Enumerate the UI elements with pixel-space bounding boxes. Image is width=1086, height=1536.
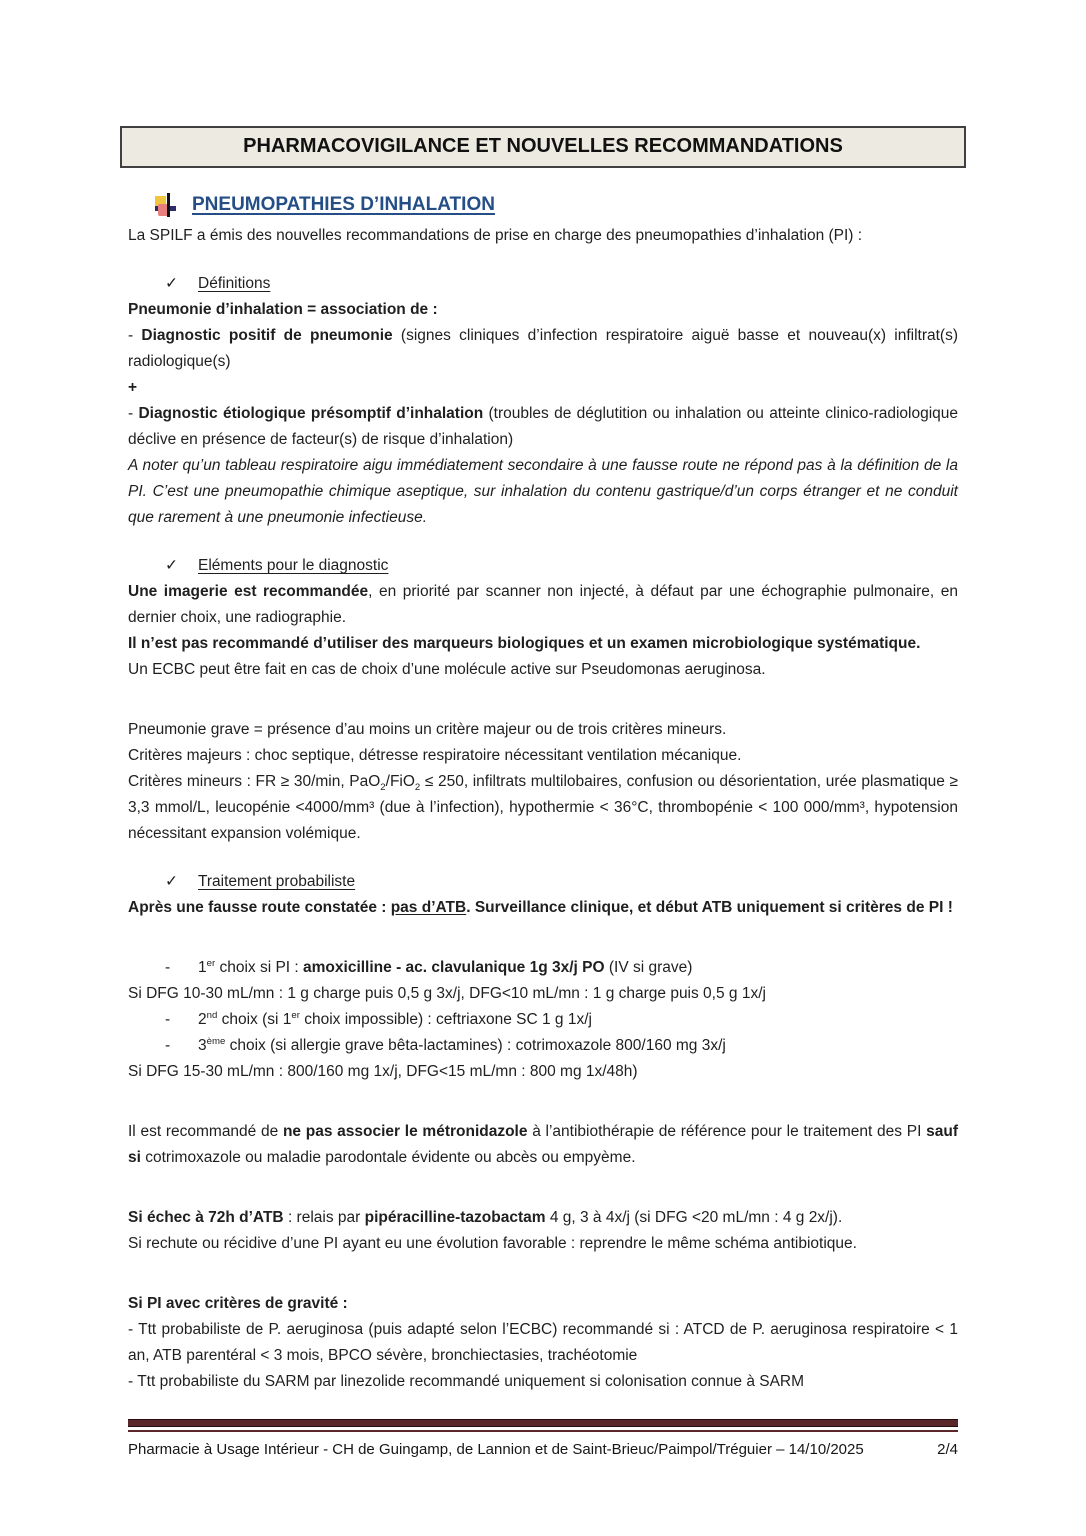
page-number: 2/4 xyxy=(937,1441,958,1458)
paragraph xyxy=(128,895,958,921)
list-item-text xyxy=(198,1007,958,1033)
text-run: Diagnostic positif de pneumonie xyxy=(141,327,393,344)
spacer xyxy=(128,921,958,955)
text-run: choix (si allergie grave bêta-lactamines) : cotrimoxazole 800/160 mg 3x/j xyxy=(225,1037,726,1054)
dash-bullet: - xyxy=(165,1011,171,1028)
subsection-heading xyxy=(128,869,958,895)
spacer xyxy=(128,1171,958,1205)
title-banner xyxy=(120,126,966,168)
text-run: (troubles de déglutition ou inhalation ou atteinte clinico-radiologique déclive en présence de facteur(s) de risque d’inhalation) xyxy=(128,405,958,448)
text-run: amoxicilline - ac. clavulanique 1g 3x/j PO xyxy=(303,959,605,976)
text-run: (IV si grave) xyxy=(604,959,693,976)
text-run: ≤ 250, infiltrats multilobaires, confusion ou désorientation, urée plasmatique ≥ 3,3 mmol/L, leucopénie <4000/mm³ (due à l’infection), hypothermie < 36°C, thrombopénie < 100 000/mm³, hypotension nécessitant expansion volémique. xyxy=(128,773,958,842)
text-run: er xyxy=(206,957,216,969)
paragraph xyxy=(128,1291,958,1317)
checkmark-icon: ✓ xyxy=(165,275,178,292)
spacer xyxy=(128,847,958,869)
text-run: 1 xyxy=(198,959,207,976)
paragraph xyxy=(128,1231,958,1257)
subsection-title: Traitement probabiliste xyxy=(198,873,356,890)
text-run: ème xyxy=(206,1035,226,1047)
paragraph xyxy=(128,1119,958,1171)
text-run: Si rechute ou récidive d’une PI ayant eu une évolution favorable : reprendre le même schéma antibiotique. xyxy=(128,1235,857,1252)
paragraph xyxy=(128,743,958,769)
subsection-title: Eléments pour le diagnostic xyxy=(198,557,389,574)
paragraph xyxy=(128,323,958,375)
text-run: pipéracilline-tazobactam xyxy=(364,1209,546,1226)
text-run: - xyxy=(128,405,139,422)
dash-bullet: - xyxy=(165,959,171,976)
text-run: - Ttt probabiliste de P. aeruginosa (puis adapté selon l’ECBC) recommandé si : ATCD de P. aeruginosa respiratoire < 1 an, ATB parentéral < 3 mois, BPCO sévère, bronchiectasies, trachéotomie xyxy=(128,1321,958,1364)
text-run: Si échec à 72h d’ATB xyxy=(128,1209,284,1226)
text-run: choix si PI : xyxy=(215,959,304,976)
paragraph xyxy=(128,1205,958,1231)
paragraph xyxy=(128,375,958,401)
spacer xyxy=(128,1257,958,1291)
paragraph xyxy=(128,1059,958,1085)
text-run: /FiO xyxy=(385,773,415,790)
text-run: - Ttt probabiliste du SARM par linezolide recommandé uniquement si colonisation connue à SARM xyxy=(128,1373,805,1390)
text-run: : relais par xyxy=(283,1209,365,1226)
text-run: nd xyxy=(206,1009,218,1021)
paragraph xyxy=(128,223,958,249)
text-run: pas d’ATB xyxy=(390,899,467,916)
document-title: PHARMACOVIGILANCE ET NOUVELLES RECOMMANDATIONS xyxy=(243,135,843,157)
footer-rule xyxy=(128,1419,958,1427)
text-run: choix impossible) : ceftriaxone SC 1 g 1x/j xyxy=(299,1011,592,1028)
spacer xyxy=(128,683,958,717)
text-run: Un ECBC peut être fait en cas de choix d’une molécule active sur Pseudomonas aeruginosa. xyxy=(128,661,766,678)
text-run: Diagnostic étiologique présomptif d’inhalation xyxy=(138,405,484,422)
text-run: Pneumonie grave = présence d’au moins un critère majeur ou de trois critères mineurs. xyxy=(128,721,727,738)
page-footer xyxy=(128,1405,958,1458)
subsection-title: Définitions xyxy=(198,275,271,292)
text-run: er xyxy=(291,1009,300,1021)
text-run: 2 xyxy=(414,782,421,794)
text-run: + xyxy=(128,379,138,396)
text-run: (signes cliniques d’infection respiratoire aiguë basse et nouveau(x) infiltrat(s) radiologique(s) xyxy=(128,327,958,370)
text-run: 4 g, 3 à 4x/j (si DFG <20 mL/mn : 4 g 2x/j). xyxy=(545,1209,843,1226)
text-run: La SPILF a émis des nouvelles recommandations de prise en charge des pneumopathies d’inhalation (PI) : xyxy=(128,227,863,244)
paragraph xyxy=(128,1317,958,1369)
checkmark-icon: ✓ xyxy=(165,557,178,574)
text-run: Après une fausse route constatée : xyxy=(128,899,391,916)
paragraph xyxy=(128,297,958,323)
text-run: ne pas associer le métronidazole xyxy=(282,1123,528,1140)
paragraph xyxy=(128,579,958,631)
text-run: 2 xyxy=(380,782,386,794)
text-run: à l’antibiothérapie de référence pour le traitement des PI xyxy=(527,1123,927,1140)
text-run: Critères mineurs : FR ≥ 30/min, PaO xyxy=(128,773,381,790)
paragraph xyxy=(128,401,958,453)
checkmark-icon: ✓ xyxy=(165,873,178,890)
text-run: sauf si xyxy=(128,1123,958,1166)
flag-bullet-icon xyxy=(155,193,177,217)
text-run: , en priorité par scanner non injecté, à défaut par une échographie pulmonaire, en dernier choix, une radiographie. xyxy=(128,583,958,626)
text-run: Si DFG 15-30 mL/mn : 800/160 mg 1x/j, DFG<15 mL/mn : 800 mg 1x/48h) xyxy=(128,1063,638,1080)
text-run: choix (si 1 xyxy=(217,1011,292,1028)
text-run: Il est recommandé de xyxy=(128,1123,283,1140)
paragraph xyxy=(128,657,958,683)
list-item xyxy=(128,955,958,981)
dash-bullet: - xyxy=(165,1037,171,1054)
document-body xyxy=(128,223,958,1395)
text-run: cotrimoxazole ou maladie parodontale évidente ou abcès ou empyème. xyxy=(140,1149,636,1166)
text-run: Une imagerie est recommandée xyxy=(128,583,369,600)
text-run: . Surveillance clinique, et début ATB uniquement si critères de PI ! xyxy=(466,899,953,916)
subsection-heading xyxy=(128,271,958,297)
text-run: Il n’est pas recommandé d’utiliser des marqueurs biologiques et un examen microbiologique systématique. xyxy=(128,635,921,652)
text-run: Si DFG 10-30 mL/mn : 1 g charge puis 0,5 g 3x/j, DFG<10 mL/mn : 1 g charge puis 0,5 g 1x/j xyxy=(128,985,766,1002)
spacer xyxy=(128,249,958,271)
text-run: Si PI avec critères de gravité : xyxy=(128,1295,348,1312)
text-run: 2 xyxy=(198,1011,207,1028)
list-item xyxy=(128,1007,958,1033)
paragraph xyxy=(128,981,958,1007)
paragraph xyxy=(128,1369,958,1395)
paragraph xyxy=(128,631,958,657)
text-run: Pneumonie d’inhalation = association de : xyxy=(128,301,438,318)
spacer xyxy=(128,531,958,553)
paragraph xyxy=(128,769,958,847)
text-run: Critères majeurs : choc septique, détresse respiratoire nécessitant ventilation mécanique. xyxy=(128,747,742,764)
footer-rule-thin xyxy=(128,1430,958,1432)
footer-text: Pharmacie à Usage Intérieur - CH de Guingamp, de Lannion et de Saint-Brieuc/Paimpol/Tréguier – 14/10/2025 xyxy=(128,1441,864,1458)
subsection-heading xyxy=(128,553,958,579)
spacer xyxy=(128,1085,958,1119)
list-item-text xyxy=(198,1033,958,1059)
text-run: - xyxy=(128,327,142,344)
section-title: PNEUMOPATHIES D’INHALATION xyxy=(192,194,495,215)
paragraph xyxy=(128,717,958,743)
list-item-text xyxy=(198,955,958,981)
text-run: A noter qu’un tableau respiratoire aigu immédiatement secondaire à une fausse route ne répond pas à la définition de la PI. C’est une pneumopathie chimique aseptique, sur inhalation du contenu gastrique/d’un corps étranger et ne conduit que rarement à une pneumonie infectieuse. xyxy=(128,457,958,526)
text-run: 3 xyxy=(198,1037,207,1054)
section-heading xyxy=(155,193,958,217)
list-item xyxy=(128,1033,958,1059)
paragraph xyxy=(128,453,958,531)
